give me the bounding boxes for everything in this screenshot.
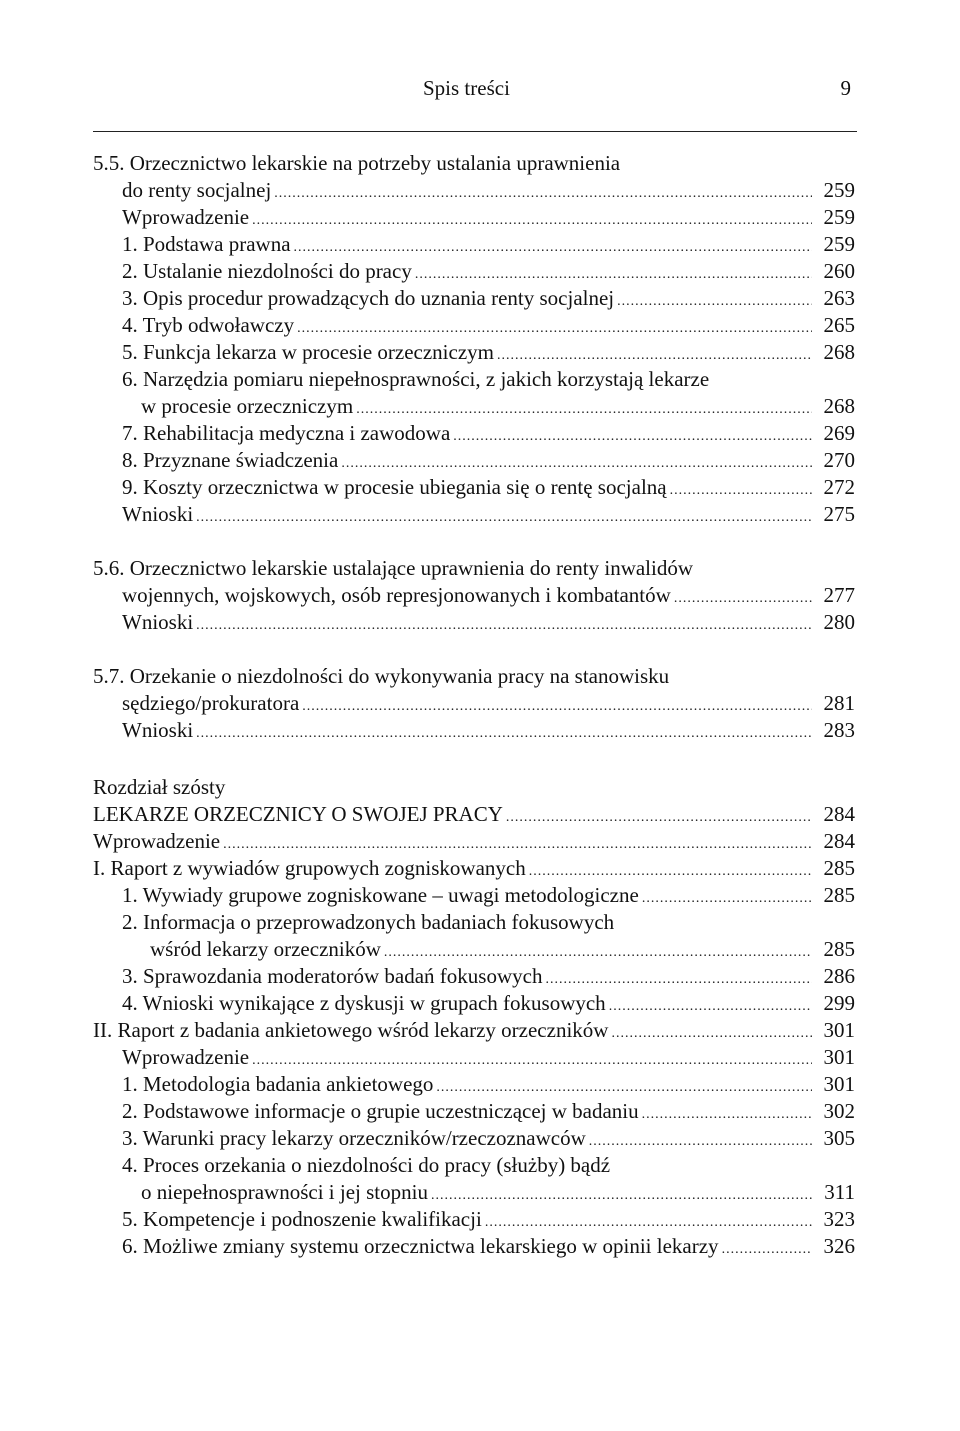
toc-entry: 5. Kompetencje i podnoszenie kwalifikacji ..... 323 xyxy=(93,1206,855,1233)
leader-dots xyxy=(302,693,812,720)
toc-entry: 5.7. Orzekanie o niezdolności do wykonywania pracy na stanowisku xyxy=(93,664,670,688)
leader-dots xyxy=(274,180,812,207)
toc-entry: 7. Rehabilitacja medyczna i zawodowa ..... 269 xyxy=(93,420,855,447)
toc-entry: 8. Przyznane świadczenia ..... 270 xyxy=(93,447,855,474)
toc-entry: 4. Proces orzekania o niezdolności do pracy (służby) bądź xyxy=(122,1153,611,1177)
leader-dots xyxy=(297,315,812,342)
toc-entry: 4. Tryb odwoławczy ..... 265 xyxy=(93,312,855,339)
leader-dots xyxy=(506,804,812,831)
leader-dots xyxy=(497,342,812,369)
toc-entry: wśród lekarzy orzeczników ..... 285 xyxy=(93,936,855,963)
leader-dots xyxy=(453,423,812,450)
leader-dots xyxy=(415,261,812,288)
toc-entry: 6. Narzędzia pomiaru niepełnosprawności, z jakich korzystają lekarze xyxy=(122,367,710,391)
leader-dots xyxy=(609,993,812,1020)
leader-dots xyxy=(356,396,812,423)
toc-entry: 4. Wnioski wynikające z dyskusji w grupach fokusowych ..... 299 xyxy=(93,990,855,1017)
leader-dots xyxy=(436,1074,812,1101)
leader-dots xyxy=(722,1236,812,1263)
toc-entry: Wprowadzenie ..... 284 xyxy=(93,828,855,855)
header-title: Spis treści xyxy=(423,76,510,100)
toc-entry: 2. Informacja o przeprowadzonych badaniach fokusowych xyxy=(122,910,615,934)
toc-entry: I. Raport z wywiadów grupowych zogniskowanych ..... 285 xyxy=(93,855,855,882)
table-of-contents xyxy=(0,150,960,1260)
leader-dots xyxy=(431,1182,812,1209)
toc-entry: Wnioski ..... 275 xyxy=(93,501,855,528)
chapter-kicker: Rozdział szósty xyxy=(93,775,226,799)
leader-dots xyxy=(674,585,812,612)
leader-dots xyxy=(196,504,812,531)
toc-entry: Wnioski ..... 280 xyxy=(93,609,855,636)
toc-entry: do renty socjalnej ..... 259 xyxy=(93,177,855,204)
toc-entry: o niepełnosprawności i jej stopniu ..... 311 xyxy=(93,1179,855,1206)
leader-dots xyxy=(545,966,812,993)
leader-dots xyxy=(485,1209,812,1236)
leader-dots xyxy=(529,858,812,885)
leader-dots xyxy=(294,234,812,261)
toc-entry: sędziego/prokuratora ..... 281 xyxy=(93,690,855,717)
leader-dots xyxy=(617,288,812,315)
toc-entry: w procesie orzeczniczym ..... 268 xyxy=(93,393,855,420)
toc-entry: 1. Podstawa prawna ..... 259 xyxy=(93,231,855,258)
toc-entry: 1. Metodologia badania ankietowego ..... 301 xyxy=(93,1071,855,1098)
toc-entry: Wnioski ..... 283 xyxy=(93,717,855,744)
toc-entry: 1. Wywiady grupowe zogniskowane – uwagi metodologiczne ..... 285 xyxy=(93,882,855,909)
header-rule xyxy=(93,131,857,132)
toc-entry: 3. Sprawozdania moderatorów badań fokusowych ..... 286 xyxy=(93,963,855,990)
toc-entry: 9. Koszty orzecznictwa w procesie ubiegania się o rentę socjalną ..... 272 xyxy=(93,474,855,501)
toc-entry: wojennych, wojskowych, osób represjonowanych i kombatantów ..... 277 xyxy=(93,582,855,609)
toc-entry: 3. Warunki pracy lekarzy orzeczników/rzeczoznawców ..... 305 xyxy=(93,1125,855,1152)
leader-dots xyxy=(223,831,812,858)
toc-entry: 3. Opis procedur prowadzących do uznania renty socjalnej ..... 263 xyxy=(93,285,855,312)
leader-dots xyxy=(611,1020,812,1047)
leader-dots xyxy=(642,885,812,912)
chapter-title: LEKARZE ORZECZNICY O SWOJEJ PRACY ..... 284 xyxy=(93,801,855,828)
leader-dots xyxy=(670,477,812,504)
leader-dots xyxy=(252,1047,812,1074)
leader-dots xyxy=(196,612,812,639)
toc-entry: 5. Funkcja lekarza w procesie orzeczniczym ..... 268 xyxy=(93,339,855,366)
toc-entry: 2. Podstawowe informacje o grupie uczestniczącej w badaniu ..... 302 xyxy=(93,1098,855,1125)
leader-dots xyxy=(642,1101,812,1128)
leader-dots xyxy=(341,450,812,477)
running-header xyxy=(93,76,855,108)
toc-entry: 5.6. Orzecznictwo lekarskie ustalające uprawnienia do renty inwalidów xyxy=(93,556,694,580)
toc-entry: Wprowadzenie ..... 259 xyxy=(93,204,855,231)
leader-dots xyxy=(384,939,812,966)
leader-dots xyxy=(196,720,812,747)
toc-entry: II. Raport z badania ankietowego wśród lekarzy orzeczników ..... 301 xyxy=(93,1017,855,1044)
toc-entry: Wprowadzenie ..... 301 xyxy=(93,1044,855,1071)
toc-entry: 2. Ustalanie niezdolności do pracy ..... 260 xyxy=(93,258,855,285)
leader-dots xyxy=(589,1128,812,1155)
header-page-number: 9 xyxy=(840,76,851,100)
leader-dots xyxy=(252,207,812,234)
toc-entry: 5.5. Orzecznictwo lekarskie na potrzeby ustalania uprawnienia xyxy=(93,151,621,175)
toc-entry: 6. Możliwe zmiany systemu orzecznictwa lekarskiego w opinii lekarzy ..... 326 xyxy=(93,1233,855,1260)
